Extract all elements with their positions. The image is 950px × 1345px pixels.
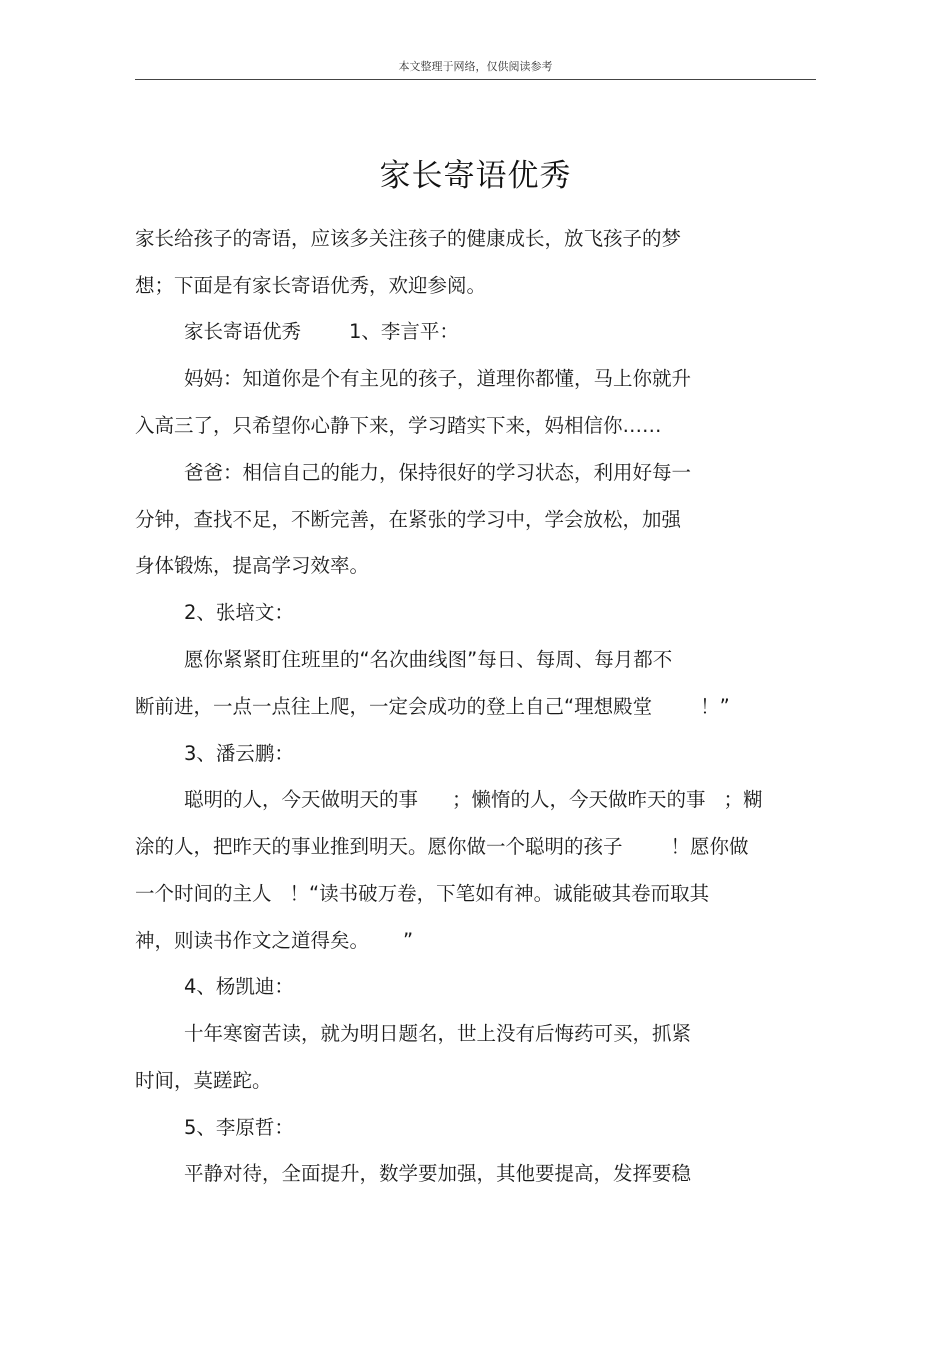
zhang-message-line-1: 愿你紧紧盯住班里的“名次曲线图”每日、每周、每月都不	[184, 648, 673, 671]
pan-message-line-2	[135, 832, 749, 862]
zhang-message-line-2	[135, 692, 730, 722]
dad-message-line-2: 分钟，查找不足，不断完善，在紧张的学习中，学会放松，加强	[135, 508, 682, 531]
document-title: 家长寄语优秀	[379, 158, 572, 194]
zhang-name: 2、张培文：	[184, 601, 294, 624]
dad-message-line-1: 爸爸：相信自己的能力，保持很好的学习状态，利用好每一	[184, 461, 692, 484]
pan-message-line-4	[135, 926, 413, 956]
section-heading	[184, 317, 459, 347]
pan-line-4-part-a: 神，则读书作文之道得矣。	[135, 929, 370, 952]
section-heading-first-name: 1、李言平：	[349, 320, 459, 343]
pan-line-4-part-b: ”	[403, 929, 414, 952]
pan-line-2-part-a: 涂的人，把昨天的事业推到明天。愿你做一个聪明的孩子	[135, 835, 623, 858]
pan-line-1-part-b: ；懒惰的人，今天做昨天的事	[452, 788, 706, 811]
intro-line-2: 想；下面是有家长寄语优秀，欢迎参阅。	[135, 274, 487, 297]
li-message-line-1: 平静对待，全面提升，数学要加强，其他要提高，发挥要稳	[184, 1162, 692, 1185]
intro-line-1: 家长给孩子的寄语，应该多关注孩子的健康成长，放飞孩子的梦	[135, 227, 682, 250]
header-rule	[135, 79, 816, 80]
mom-message-line-1: 妈妈：知道你是个有主见的孩子，道理你都懂，马上你就升	[184, 367, 692, 390]
yang-name: 4、杨凯迪：	[184, 975, 294, 998]
pan-line-1-part-a: 聪明的人，今天做明天的事	[184, 788, 419, 811]
zhang-message-line-2-end: ！”	[700, 695, 730, 718]
pan-line-3-part-a: 一个时间的主人	[135, 882, 272, 905]
li-name: 5、李原哲：	[184, 1116, 294, 1139]
pan-message-line-3	[135, 879, 709, 909]
running-header: 本文整理于网络，仅供阅读参考	[398, 60, 553, 73]
dad-message-line-3: 身体锻炼，提高学习效率。	[135, 554, 370, 577]
mom-message-line-2: 入高三了，只希望你心静下来，学习踏实下来，妈相信你……	[135, 414, 662, 437]
pan-line-3-part-b: ！“读书破万卷，下笔如有神。诚能破其卷而取其	[289, 882, 710, 905]
yang-message-line-2: 时间，莫蹉跎。	[135, 1069, 272, 1092]
yang-message-line-1: 十年寒窗苦读，就为明日题名，世上没有后悔药可买，抓紧	[184, 1022, 692, 1045]
pan-line-1-part-c: ；糊	[723, 788, 763, 811]
zhang-message-line-2-main: 断前进，一点一点往上爬，一定会成功的登上自己“理想殿堂	[135, 695, 653, 718]
pan-name: 3、潘云鹏：	[184, 742, 294, 765]
section-heading-title: 家长寄语优秀	[184, 320, 302, 343]
pan-message-line-1	[184, 785, 763, 815]
pan-line-2-part-b: ！愿你做	[670, 835, 749, 858]
